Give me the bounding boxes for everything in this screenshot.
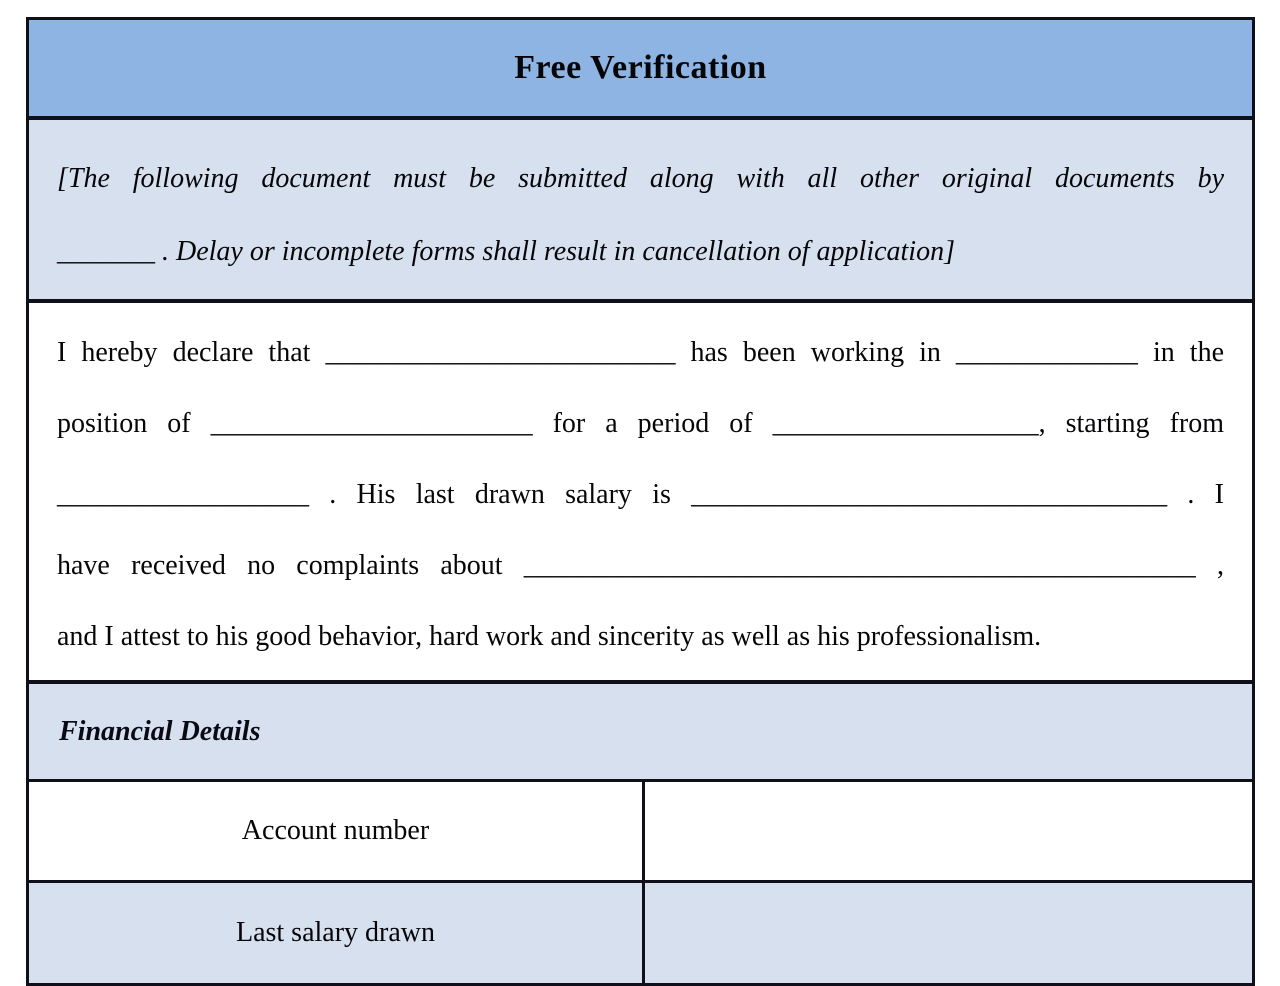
notice-line-2: _______ . Delay or incomplete forms shall result in cancellation of application] <box>57 236 955 267</box>
last-salary-drawn-label: Last salary drawn <box>29 883 645 983</box>
table-row-account-number <box>29 779 1252 880</box>
account-number-label: Account number <box>29 782 645 880</box>
account-number-value-cell[interactable] <box>645 782 1252 880</box>
form-title-bar <box>29 20 1252 116</box>
form-title: Free Verification <box>514 49 767 86</box>
verification-form <box>26 17 1255 986</box>
declaration-line-1: I hereby declare that _________________________ has been working in _____________ in the <box>57 337 1224 368</box>
declaration-line-3: __________________ . His last drawn salary is __________________________________ . I <box>57 479 1224 510</box>
financial-details-header-row <box>29 680 1252 779</box>
declaration-section <box>29 299 1252 680</box>
last-salary-drawn-value-cell[interactable] <box>645 883 1252 983</box>
notice-line-1: [The following document must be submitted along with all other original documents by <box>57 163 1224 194</box>
financial-details-heading: Financial Details <box>59 715 261 747</box>
declaration-line-5: and I attest to his good behavior, hard work and sincerity as well as his professionalism. <box>57 621 1042 652</box>
notice-section <box>29 116 1252 299</box>
table-row-last-salary-drawn <box>29 880 1252 983</box>
declaration-line-2: position of _______________________ for a period of ___________________, starting from <box>57 408 1224 439</box>
declaration-line-4: have received no complaints about ________________________________________________ , <box>57 550 1224 581</box>
